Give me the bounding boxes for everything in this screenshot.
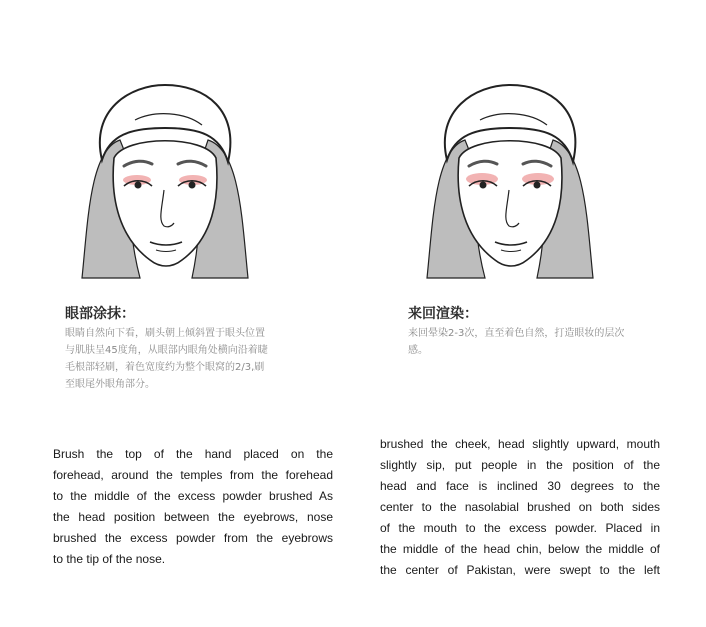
- desc-line: 与肌肤呈45度角，从眼部内眼角处横向沿着睫: [65, 345, 268, 356]
- paragraph-line: head and face is inclined 30 degrees to the: [380, 479, 660, 493]
- left-step-description: [65, 325, 268, 393]
- left-english-paragraph: [53, 444, 333, 570]
- paragraph-line: forehead, around the temples from the forehead: [53, 468, 333, 482]
- paragraph-line: of the mouth to the excess powder. Placed in: [380, 521, 660, 535]
- right-step-title: 来回渲染：: [408, 306, 478, 322]
- paragraph-line: brushed the cheek, head slightly upward, mouth: [380, 437, 660, 451]
- paragraph-line: the center of Pakistan, were swept to the left: [380, 563, 660, 577]
- paragraph-line: to the middle of the excess powder brushed As: [53, 489, 333, 503]
- left-step-title: 眼部涂抹：: [65, 306, 135, 322]
- paragraph-line: brushed the excess powder from the eyebrows: [53, 531, 333, 545]
- desc-line: 感。: [408, 345, 428, 356]
- right-step-description: [408, 325, 624, 359]
- paragraph-line: the middle of the head chin, below the middle of: [380, 542, 660, 556]
- desc-line: 毛根部轻刷，着色宽度约为整个眼窝的2/3,刷: [65, 362, 265, 373]
- paragraph-line: the head position between the eyebrows, nose: [53, 510, 333, 524]
- paragraph-line: slightly sip, put people in the position of the: [380, 458, 660, 472]
- right-english-paragraph: [380, 434, 660, 578]
- desc-line: 来回晕染2-3次，直至着色自然，打造眼妆的层次: [408, 328, 625, 339]
- face-illustration-right: [425, 80, 595, 280]
- desc-line: 眼睛自然向下看，刷头朝上倾斜置于眼头位置: [65, 328, 265, 339]
- paragraph-line: to the tip of the nose.: [53, 552, 166, 566]
- paragraph-line: center to the nasolabial brushed on both sides: [380, 500, 660, 514]
- paragraph-line: Brush the top of the hand placed on the: [53, 447, 333, 461]
- desc-line: 至眼尾外眼角部分。: [65, 379, 155, 390]
- face-illustration-left: [80, 80, 250, 280]
